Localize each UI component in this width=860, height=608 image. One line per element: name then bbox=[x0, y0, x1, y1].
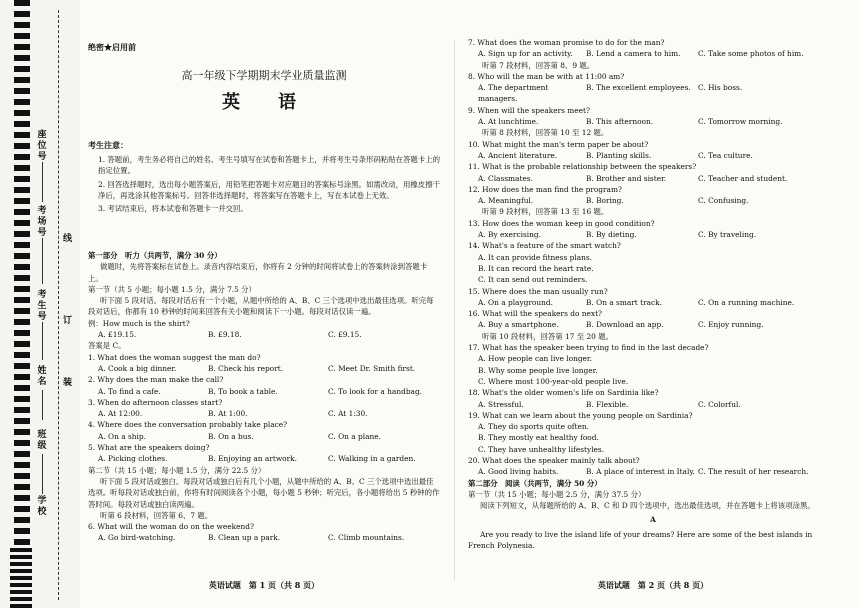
question-options bbox=[88, 363, 440, 374]
question-text: 17. What has the speaker been trying to find in the last decade? bbox=[468, 343, 709, 353]
option: B. On a bus. bbox=[208, 431, 254, 441]
subject-title: 英 语 bbox=[222, 92, 306, 113]
option: B. £9.18. bbox=[208, 330, 242, 340]
question-text: 19. What can we learn about the young people on Sardinia? bbox=[468, 410, 693, 420]
reading-section1-intro: 阅读下列短文，从每题所给的 A、B、C 和 D 四个选项中，选出最佳选项，并在答题卡上将该项涂黑。 bbox=[480, 501, 815, 511]
field-line bbox=[42, 390, 43, 420]
example-options bbox=[88, 329, 440, 340]
example-question: 例：How much is the shirt? bbox=[88, 318, 190, 328]
option: C. £9.15. bbox=[328, 330, 362, 340]
question-2 bbox=[88, 374, 440, 397]
field-exam-room: 考场号 bbox=[37, 206, 47, 238]
question-text: 11. What is the probable relationship between the speakers? bbox=[468, 162, 697, 172]
option: C. His boss. bbox=[698, 83, 743, 93]
question-options bbox=[88, 532, 440, 543]
question-options bbox=[88, 453, 440, 464]
page-footer: 英语试题 第 1 页（共 8 页） bbox=[208, 580, 320, 590]
question-options bbox=[468, 319, 838, 330]
option: B. Check his report. bbox=[208, 363, 284, 373]
option: B. A place of interest in Italy. bbox=[586, 467, 695, 477]
option: A. At lunchtime. bbox=[478, 117, 539, 127]
question-options bbox=[468, 195, 838, 206]
question-6 bbox=[88, 521, 440, 544]
option: B. The excellent employees. bbox=[586, 83, 691, 93]
segment-instruction: 听第 6 段材料，回答第 6、7 题。 bbox=[100, 510, 213, 520]
option: B. On a smart track. bbox=[586, 297, 662, 307]
cut-mark-bind: 装 bbox=[63, 374, 72, 389]
question-options bbox=[468, 173, 838, 184]
question-options bbox=[468, 150, 838, 161]
option: C. Enjoy running. bbox=[698, 320, 764, 330]
option: A. They do sports quite often. bbox=[478, 422, 589, 432]
binding-barcode-stripes bbox=[14, 0, 30, 608]
question-text: 1. What does the woman suggest the man do? bbox=[88, 352, 261, 362]
question-item bbox=[468, 105, 838, 128]
option: B. Brother and sister. bbox=[586, 173, 667, 183]
field-school: 学校 bbox=[37, 496, 47, 517]
passage-text: Are you ready to live the island life of your dreams? Here are some of the best islands in French Polynesia. bbox=[468, 529, 813, 551]
binding-strip bbox=[0, 0, 80, 608]
option: B. It can record the heart rate. bbox=[478, 263, 594, 273]
passage-label: A bbox=[650, 515, 656, 525]
question-text: 12. How does the man find the program? bbox=[468, 184, 622, 194]
option: C. Tea culture. bbox=[698, 150, 753, 160]
option: B. By dieting. bbox=[586, 230, 637, 240]
field-candidate-number: 考生号 bbox=[37, 290, 47, 322]
segment-instruction: 听第 10 段材料，回答第 17 至 20 题。 bbox=[482, 331, 613, 341]
option: C. The result of her research. bbox=[698, 467, 809, 477]
option: A. £19.15. bbox=[98, 330, 137, 340]
question-item bbox=[468, 387, 838, 410]
option: A. The department managers. bbox=[478, 83, 549, 104]
question-4 bbox=[88, 419, 440, 442]
option: C. Teacher and student. bbox=[698, 173, 788, 183]
question-text: 7. What does the woman promise to do for the man? bbox=[468, 38, 665, 47]
question-item bbox=[468, 342, 838, 387]
question-options bbox=[88, 408, 440, 419]
question-text: 15. Where does the man usually run? bbox=[468, 286, 608, 296]
question-item bbox=[468, 161, 838, 184]
option: A. On a ship. bbox=[98, 431, 146, 441]
option: B. Enjoying an artwork. bbox=[208, 454, 297, 464]
question-5 bbox=[88, 442, 440, 465]
option: B. Lend a camera to him. bbox=[586, 49, 681, 59]
question-text: 3. When do afternoon classes start? bbox=[88, 397, 223, 407]
option: A. At 12:00. bbox=[98, 409, 143, 419]
question-options bbox=[468, 116, 838, 127]
option: B. Download an app. bbox=[586, 320, 664, 330]
field-seat-number: 座位号 bbox=[37, 130, 47, 162]
option: A. Sign up for an activity. bbox=[478, 49, 573, 59]
question-item bbox=[468, 286, 838, 309]
question-item bbox=[468, 308, 838, 331]
option: B. Boring. bbox=[586, 196, 624, 206]
option: C. To look for a handbag. bbox=[328, 386, 423, 396]
question-text: 6. What will the woman do on the weekend? bbox=[88, 522, 254, 532]
question-options bbox=[468, 399, 838, 410]
part1-heading: 第一部分 听力（共两节，满分 30 分） bbox=[88, 251, 222, 260]
question-text: 2. Why does the man make the call? bbox=[88, 375, 224, 385]
option: A. Ancient literature. bbox=[478, 150, 558, 160]
note-item: 2. 回答选择题时，选出每小题答案后，用铅笔把答题卡对应题目的答案标号涂黑。如需改动，用橡皮擦干净后，再选涂其他答案标号。回答非选择题时，将答案写在答题卡上，写在本试卷上无效。 bbox=[98, 179, 440, 200]
option: A. To find a cafe. bbox=[98, 386, 161, 396]
cut-mark-staple: 订 bbox=[63, 312, 72, 327]
question-options bbox=[88, 431, 440, 442]
question-text: 16. What will the speakers do next? bbox=[468, 309, 602, 319]
question-3 bbox=[88, 397, 440, 420]
option: C. They have unhealthy lifestyles. bbox=[478, 444, 605, 454]
page-footer: 英语试题 第 2 页（共 8 页） bbox=[597, 580, 709, 590]
option: B. Clean up a park. bbox=[208, 533, 281, 543]
cut-mark-line: 线 bbox=[63, 230, 72, 245]
page-divider bbox=[454, 40, 455, 580]
exam-title: 高一年级下学期期末学业质量监测 bbox=[181, 69, 347, 82]
question-item bbox=[468, 71, 838, 105]
option: B. This afternoon. bbox=[586, 117, 654, 127]
option: C. By traveling. bbox=[698, 230, 757, 240]
option: B. Flexible. bbox=[586, 399, 629, 409]
option: C. Confusing. bbox=[698, 196, 749, 206]
segment-instruction: 听第 8 段材料，回答第 10 至 12 题。 bbox=[482, 128, 609, 138]
secret-label: 绝密★启用前 bbox=[88, 42, 136, 52]
option: B. They mostly eat healthy food. bbox=[478, 433, 599, 443]
option: A. Good living habits. bbox=[478, 467, 559, 477]
section2-heading: 第二节（共 15 小题；每小题 1.5 分，满分 22.5 分） bbox=[88, 465, 266, 475]
option: A. By exercising. bbox=[478, 230, 541, 240]
option: C. Where most 100-year-old people live. bbox=[478, 376, 629, 386]
question-options bbox=[468, 297, 838, 308]
option: B. Planting skills. bbox=[586, 150, 652, 160]
question-text: 18. What's the older women's life on Sardinia like? bbox=[468, 388, 659, 398]
notes-heading: 考生注意： bbox=[88, 140, 128, 150]
question-item bbox=[468, 240, 838, 285]
question-text: 9. When will the speakers meet? bbox=[468, 105, 590, 115]
option: A. Stressful. bbox=[478, 399, 524, 409]
listening-continued bbox=[468, 37, 838, 551]
option: A. It can provide fitness plans. bbox=[478, 252, 593, 262]
part1-intro: 做题时，先将答案标在试卷上。录音内容结束后，你将有 2 分钟的时间将试卷上的答案转涂到答题卡上。 bbox=[88, 262, 428, 283]
option: C. On a running machine. bbox=[698, 297, 795, 307]
field-line bbox=[42, 162, 43, 202]
option: B. To book a table. bbox=[208, 386, 278, 396]
option: C. Climb mountains. bbox=[328, 533, 405, 543]
field-line bbox=[42, 454, 43, 494]
option: C. Colorful. bbox=[698, 399, 741, 409]
option: C. It can send out reminders. bbox=[478, 275, 588, 285]
option: A. On a playground. bbox=[478, 297, 553, 307]
reading-section1-heading: 第一节（共 15 小题；每小题 2.5 分，满分 37.5 分） bbox=[468, 489, 646, 499]
field-line bbox=[42, 322, 43, 360]
section1-heading: 第一节（共 5 小题；每小题 1.5 分，满分 7.5 分） bbox=[88, 284, 256, 294]
option: C. Take some photos of him. bbox=[698, 49, 804, 59]
segment-instruction: 听第 7 段材料，回答第 8、9 题。 bbox=[482, 60, 595, 70]
note-item: 3. 考试结束后，将本试卷和答题卡一并交回。 bbox=[98, 204, 248, 214]
segment-instruction: 听第 9 段材料，回答第 13 至 16 题。 bbox=[482, 207, 609, 217]
question-item bbox=[468, 139, 838, 162]
question-text: 13. How does the woman keep in good condition? bbox=[468, 218, 655, 228]
section2-intro: 听下面 5 段对话或独白。每段对话或独白后有几个小题，从题中所给的 A、B、C 三个选项中选出最佳选项。听每段对话或独白前，你将有时间阅读各个小题，每小题 5 秒钟；听完后，各小题将给出 5 秒钟的作答时间。每段对话或独白读两遍。 bbox=[88, 476, 440, 509]
part2-heading: 第二部分 阅读（共两节，满分 50 分） bbox=[468, 478, 602, 488]
option: A. Go bird-watching. bbox=[98, 533, 176, 543]
binding-barcode-stripes-bottom bbox=[10, 548, 32, 608]
question-options bbox=[468, 82, 838, 105]
question-text: 14. What's a feature of the smart watch? bbox=[468, 241, 621, 251]
question-item bbox=[468, 455, 838, 478]
notes-list bbox=[98, 154, 440, 216]
field-name: 姓名 bbox=[37, 366, 47, 387]
question-text: 4. Where does the conversation probably take place? bbox=[88, 420, 288, 430]
section1-intro: 听下面 5 段对话。每段对话后有一个小题，从题中所给的 A、B、C 三个选项中选出最佳选项。听完每段对话后，你都有 10 秒钟的时间来回答有关小题和阅读下一小题。每段对话仅读一遍。 bbox=[88, 296, 434, 317]
question-options bbox=[468, 466, 838, 477]
option: C. On a plane. bbox=[328, 431, 381, 441]
example-answer: 答案是 C。 bbox=[88, 341, 126, 351]
question-text: 8. Who will the man be with at 11:00 am? bbox=[468, 71, 625, 81]
question-options bbox=[468, 48, 838, 59]
question-item bbox=[468, 37, 838, 60]
option: A. Cook a big dinner. bbox=[98, 363, 177, 373]
field-line bbox=[42, 238, 43, 284]
question-text: 20. What does the speaker mainly talk about? bbox=[468, 455, 640, 465]
question-text: 10. What might the man's term paper be about? bbox=[468, 139, 649, 149]
option: A. How people can live longer. bbox=[478, 354, 593, 364]
listening-section bbox=[88, 250, 440, 544]
question-item bbox=[468, 184, 838, 207]
question-options bbox=[88, 386, 440, 397]
question-text: 5. What are the speakers doing? bbox=[88, 443, 210, 453]
question-item bbox=[468, 218, 838, 241]
question-item bbox=[468, 410, 838, 455]
option: B. Why some people live longer. bbox=[478, 365, 598, 375]
question-1 bbox=[88, 352, 440, 375]
option: C. Walking in a garden. bbox=[328, 454, 416, 464]
note-item: 1. 答题前，考生务必将自己的姓名、考生号填写在试卷和答题卡上，并将考生号条形码粘贴在答题卡上的指定位置。 bbox=[98, 155, 440, 176]
option: A. Classmates. bbox=[478, 173, 533, 183]
question-options bbox=[468, 229, 838, 240]
option: A. Meaningful. bbox=[478, 196, 534, 206]
option: A. Picking clothes. bbox=[98, 454, 168, 464]
option: C. Meet Dr. Smith first. bbox=[328, 363, 416, 373]
field-class: 班级 bbox=[37, 430, 47, 451]
cut-line bbox=[58, 10, 59, 600]
option: B. At 1:00. bbox=[208, 409, 248, 419]
option: C. Tomorrow morning. bbox=[698, 117, 783, 127]
option: C. At 1:30. bbox=[328, 409, 368, 419]
option: A. Buy a smartphone. bbox=[478, 320, 559, 330]
